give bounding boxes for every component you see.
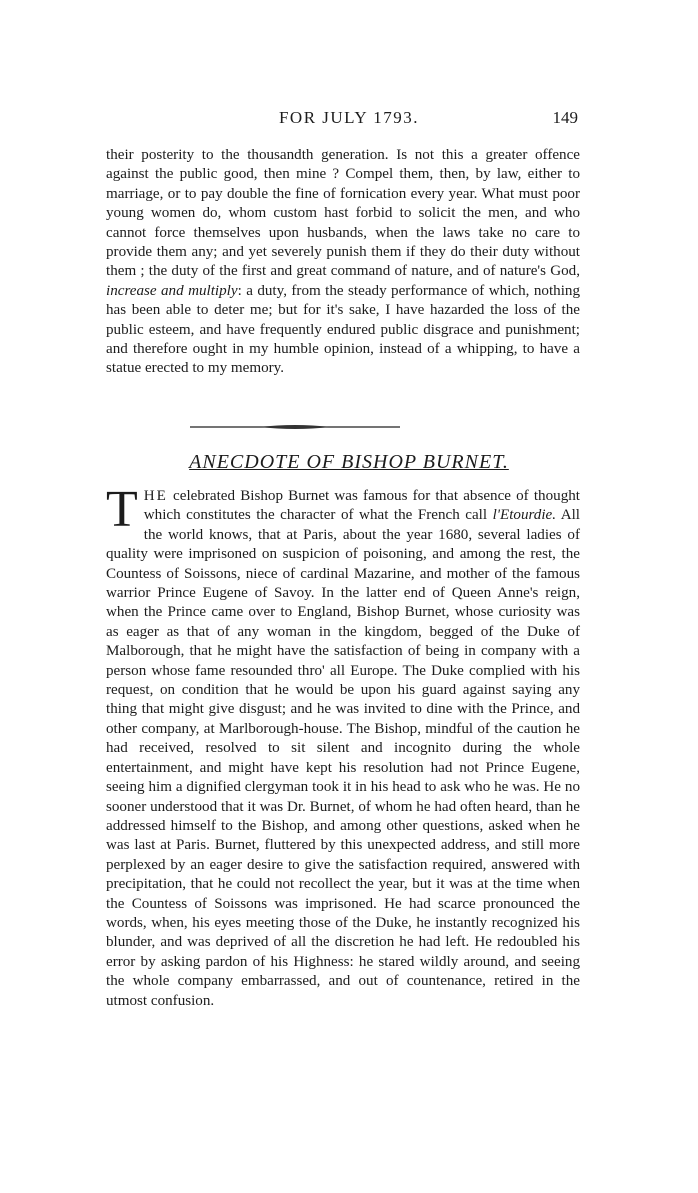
running-title: FOR JULY 1793. [278,108,420,127]
paragraph-text: their posterity to the thousandth generation. Is not this a greater offence against the public good, then mine ? Compel them, then, by law, either to marriage, or to pay double the fine of fornication every year. What must poor young women do, whom custom hast forbid to solicit the men, and who cannot force themselves upon husbands, when the laws take no care to provide them any; and yet severely punish them if they do their duty without them ; the duty of the first and great command of nature, and of nature's God, [106,147,580,280]
drop-cap: T [106,481,138,538]
page-header [0,108,698,132]
section-title [0,451,698,474]
section-title-text: ANECDOTE OF BISHOP BURNET. [189,451,509,473]
anecdote-paragraph [106,481,580,1011]
lead-caps: HE [143,488,168,504]
paragraph-text-continued: : a duty, from the steady performance of which, nothing has been able to deter me; but for it's sake, I have hazarded the loss of the public esteem, and have frequently endured public disgrace and punishment; and therefore ought in my humble opinion, instead of a whipping, to have a statue erected to my memory. [106,282,580,377]
previous-article-paragraph [106,146,580,379]
ornamental-rule [190,424,400,430]
anecdote-text-2: All the world knows, that at Paris, about the year 1680, several ladies of quality were imprisoned on suspicion of poisoning, and among the rest, the Countess of Soissons, niece of cardinal Mazarine, and mother of the famous warrior Prince Eugene of Savoy. In the latter end of Queen Anne's reign, when the Prince came over to England, Bishop Burnet, whose curiosity was as eager as that of any woman in the kingdom, begged of the Duke of Malborough, that he might have the satisfaction of being in company with a person whose fame resounded thro' all Europe. The Duke complied with his request, on condition that he would be upon his guard against saying any thing that might give disgust; and he was invited to dine with the Prince, and other company, at Marlborough-house. The Bishop, mindful of the caution he had received, resolved to sit silent and incognito during the whole entertainment, and might have kept his resolution had not Prince Eugene, seeing him a dignified clergyman took it in his head to ask who he was. He no sooner understood that it was Dr. Burnet, of whom he had often heard, than he addressed himself to the Bishop, and among other questions, asked when he was last at Paris. Burnet, fluttered by this unexpected address, and still more perplexed by an eager desire to give the satisfaction required, answered with precipitation, that he could not recollect the year, but it was at the time when the Countess of Soissons was imprisoned. He had scarce pronounced the words, when, his eyes meeting those of the Duke, he instantly recognized his blunder, and was deprived of all the discretion he had left. He redoubled his error by asking pardon of his Highness: he stared wildly around, and seeing the whole company embarrassed, and out of countenance, retired in the utmost confusion. [106,507,580,1009]
previous-article-text [106,146,580,379]
anecdote-text [106,481,580,1011]
anecdote-text-1: celebrated Bishop Burnet was famous for that absence of thought which constitutes the character of what the French call [143,488,580,524]
italic-term: l'Etourdie. [492,507,557,524]
page-number: 149 [552,108,578,127]
italic-phrase: increase and multiply [106,282,238,299]
